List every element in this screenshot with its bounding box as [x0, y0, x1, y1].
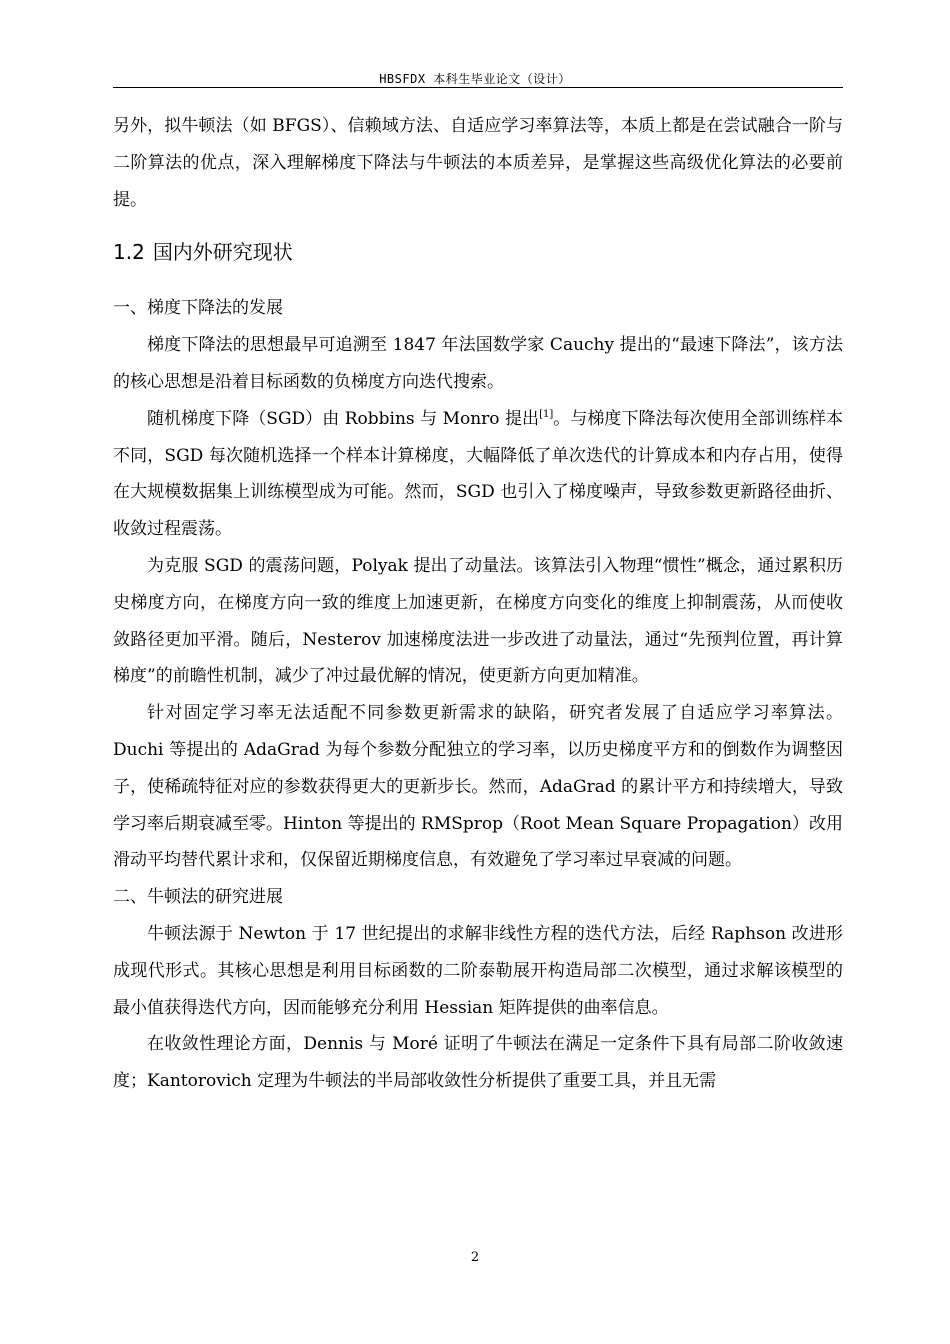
paragraph-newton-origin: 牛顿法源于 Newton 于 17 世纪提出的求解非线性方程的迭代方法，后经 Raphson 改进形成现代形式。其核心思想是利用目标函数的二阶泰勒展开构造局部二次模型，通过求解该模型的最小值获得迭代方向，因而能够充分利用 Hessian 矩阵提供的曲率信息。: [113, 923, 843, 1018]
section-number: 1.2: [113, 240, 145, 265]
page-body: [113, 108, 843, 1100]
paragraph-sgd: [113, 401, 843, 548]
running-header: HBSFDX 本科生毕业论文（设计）: [379, 72, 571, 86]
page-number: 2: [470, 1250, 480, 1265]
paragraph-convergence: 在收敛性理论方面，Dennis 与 Moré 证明了牛顿法在满足一定条件下具有局部二阶收敛速度；Kantorovich 定理为牛顿法的半局部收敛性分析提供了重要工具，并且无需: [113, 1034, 843, 1092]
header-rule: [113, 87, 843, 88]
paragraph-adaptive: 针对固定学习率无法适配不同参数更新需求的缺陷，研究者发展了自适应学习率算法。Duchi 等提出的 AdaGrad 为每个参数分配独立的学习率，以历史梯度平方和的倒数作为调整因子，使稀疏特征对应的参数获得更大的更新步长。然而，AdaGrad 的累计平方和持续增大，导致学习率后期衰减至零。Hinton 等提出的 RMSprop（Root Mean Square Propagation）改用滑动平均替代累计求和，仅保留近期梯度信息，有效避免了学习率过早衰减的问题。: [113, 703, 843, 871]
paragraph-momentum: 为克服 SGD 的震荡问题，Polyak 提出了动量法。该算法引入物理“惯性”概念，通过累积历史梯度方向，在梯度方向一致的维度上加速更新，在梯度方向变化的维度上抑制震荡，从而使收敛路径更加平滑。随后，Nesterov 加速梯度法进一步改进了动量法，通过“先预判位置，再计算梯度”的前瞻性机制，减少了冲过最优解的情况，使更新方向更加精准。: [113, 555, 843, 687]
subheading-gd-development: 一、梯度下降法的发展: [113, 298, 283, 319]
citation-ref: [1]: [539, 408, 554, 420]
section-heading: [113, 232, 843, 272]
paragraph-sgd-text-2: 。与梯度下降法每次使用全部训练样本不同，SGD 每次随机选择一个样本计算梯度，大幅降低了单次迭代的计算成本和内存占用，使得在大规模数据集上训练模型成为可能。然而，SGD 也引入了梯度噪声，导致参数更新路径曲折、收敛过程震荡。: [113, 408, 843, 540]
subheading-newton-progress: 二、牛顿法的研究进展: [113, 887, 283, 908]
paragraph-intro: 另外，拟牛顿法（如 BFGS）、信赖域方法、自适应学习率算法等，本质上都是在尝试融合一阶与二阶算法的优点，深入理解梯度下降法与牛顿法的本质差异，是掌握这些高级优化算法的必要前提。: [113, 116, 843, 210]
paragraph-gd-origin: 梯度下降法的思想最早可追溯至 1847 年法国数学家 Cauchy 提出的“最速下降法”，该方法的核心思想是沿着目标函数的负梯度方向迭代搜索。: [113, 335, 843, 392]
section-title: 国内外研究现状: [152, 240, 293, 265]
paragraph-sgd-text-1: 随机梯度下降（SGD）由 Robbins 与 Monro 提出: [147, 408, 540, 429]
